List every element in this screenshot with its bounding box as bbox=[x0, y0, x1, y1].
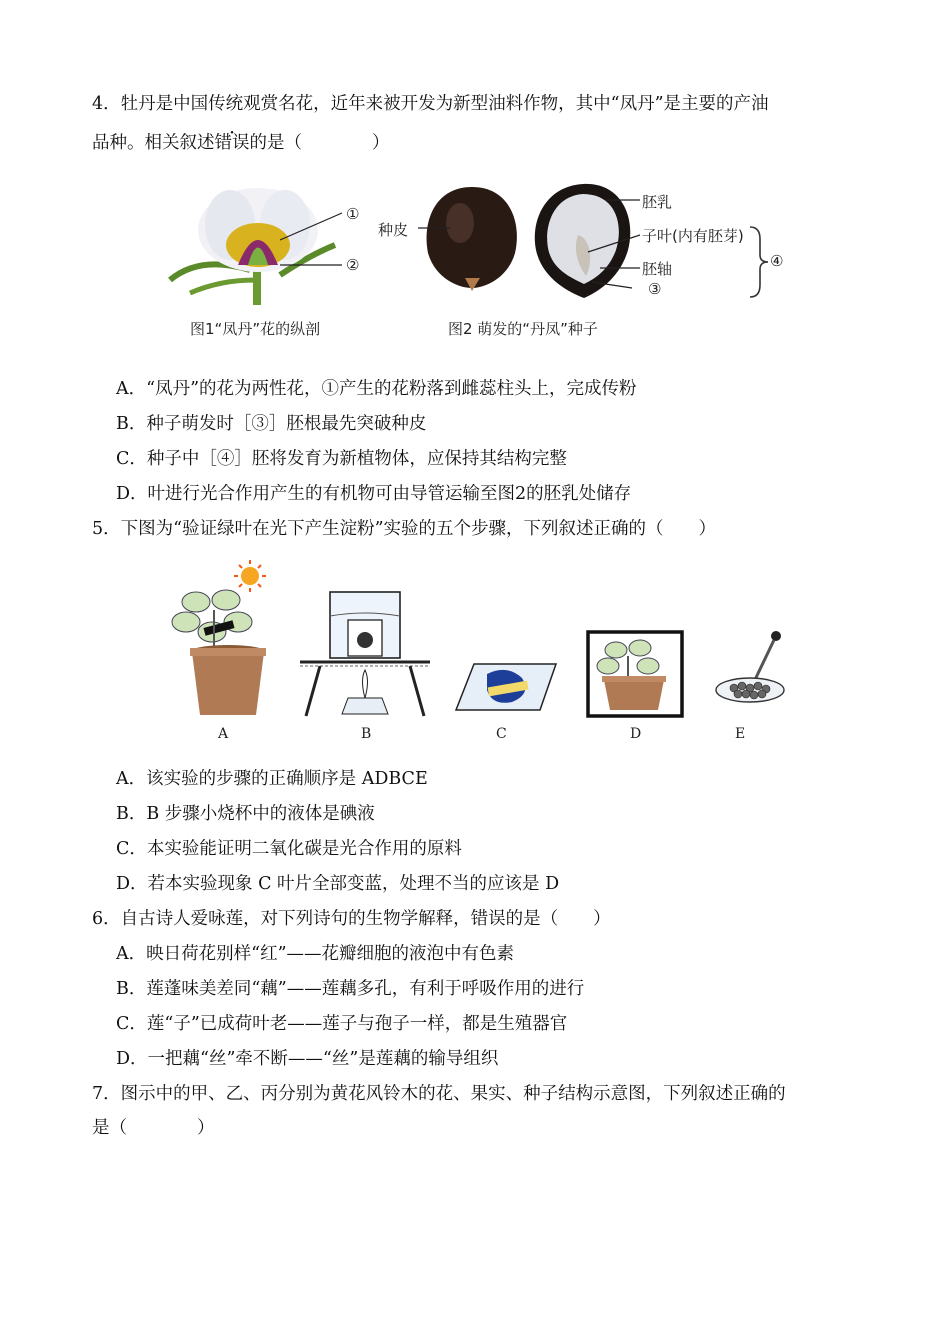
q6-option-c: C．莲“子”已成荷叶老——莲子与孢子一样，都是生殖器官 bbox=[116, 1014, 568, 1034]
step-d-label: D bbox=[630, 726, 642, 742]
q4-stem-line1: 4．牡丹是中国传统观赏名花，近年来被开发为新型油料作物，其中“凤丹”是主要的产油 bbox=[92, 94, 769, 114]
figure2-caption: 图2 萌发的“丹凤”种子 bbox=[448, 320, 598, 338]
q7-stem-line2: 是（ ） bbox=[92, 1118, 215, 1138]
q6-stem: 6．自古诗人爱咏莲，对下列诗句的生物学解释，错误的是（ ） bbox=[92, 909, 611, 929]
step-c-illustration bbox=[452, 660, 562, 715]
q5-option-a: A．该实验的步骤的正确顺序是 ADBCE bbox=[116, 769, 428, 789]
q6-option-b: B．莲蓬味美差同“藕”——莲藕多孔，有利于呼吸作用的进行 bbox=[116, 979, 585, 999]
q4-option-b: B．种子萌发时［③］胚根最先突破种皮 bbox=[116, 414, 427, 434]
q4-emphasis-word: 错误 bbox=[214, 133, 250, 153]
label-cotyledon: 子叶(内有胚芽) bbox=[642, 227, 744, 245]
label-circle-3: ③ bbox=[648, 280, 662, 298]
q4-option-a: A．“凤丹”的花为两性花，①产生的花粉落到雌蕊柱头上，完成传粉 bbox=[116, 379, 637, 399]
q4-stem-part-b: 的是（ ） bbox=[249, 133, 390, 153]
figure1-caption: 图1“凤丹”花的纵剖 bbox=[190, 320, 321, 338]
q7-stem-line1: 7．图示中的甲、乙、丙分别为黄花风铃木的花、果实、种子结构示意图，下列叙述正确的 bbox=[92, 1084, 786, 1104]
q4-option-c: C．种子中［④］胚将发育为新植物体，应保持其结构完整 bbox=[116, 449, 567, 469]
q6-option-a: A．映日荷花别样“红”——花瓣细胞的液泡中有色素 bbox=[116, 944, 515, 964]
label-endosperm: 胚乳 bbox=[642, 193, 673, 211]
step-a-label: A bbox=[218, 726, 229, 742]
q5-option-c: C．本实验能证明二氧化碳是光合作用的原料 bbox=[116, 839, 462, 859]
brace-icon bbox=[748, 225, 772, 299]
q4-option-d: D．叶进行光合作用产生的有机物可由导管运输至图2的胚乳处储存 bbox=[116, 484, 632, 504]
label-circle-2: ② bbox=[346, 256, 360, 274]
label-seed-coat: 种皮 bbox=[378, 221, 409, 239]
q5-option-d: D．若本实验现象 C 叶片全部变蓝，处理不当的应该是 D bbox=[116, 874, 560, 894]
label-hypocotyl: 胚轴 bbox=[642, 260, 673, 278]
q4-stem-line2 bbox=[92, 131, 390, 155]
q4-stem-part-a: 品种。相关叙述 bbox=[92, 133, 215, 153]
q5-stem: 5．下图为“验证绿叶在光下产生淀粉”实验的五个步骤，下列叙述正确的（ ） bbox=[92, 519, 717, 539]
step-d-illustration bbox=[586, 630, 684, 720]
q5-option-b: B．B 步骤小烧杯中的液体是碘液 bbox=[116, 804, 375, 824]
label-circle-1: ① bbox=[346, 205, 360, 223]
step-c-label: C bbox=[496, 726, 507, 742]
step-e-label: E bbox=[735, 726, 746, 742]
leader-line-1 bbox=[280, 205, 350, 275]
step-b-label: B bbox=[361, 726, 372, 742]
seed-leader-lines bbox=[410, 190, 650, 300]
q6-option-d: D．一把藕“丝”牵不断——“丝”是莲藕的输导组织 bbox=[116, 1049, 499, 1069]
step-a-illustration bbox=[168, 560, 283, 720]
label-circle-4: ④ bbox=[770, 252, 784, 270]
step-b-illustration bbox=[300, 588, 430, 718]
step-e-illustration bbox=[712, 628, 792, 708]
